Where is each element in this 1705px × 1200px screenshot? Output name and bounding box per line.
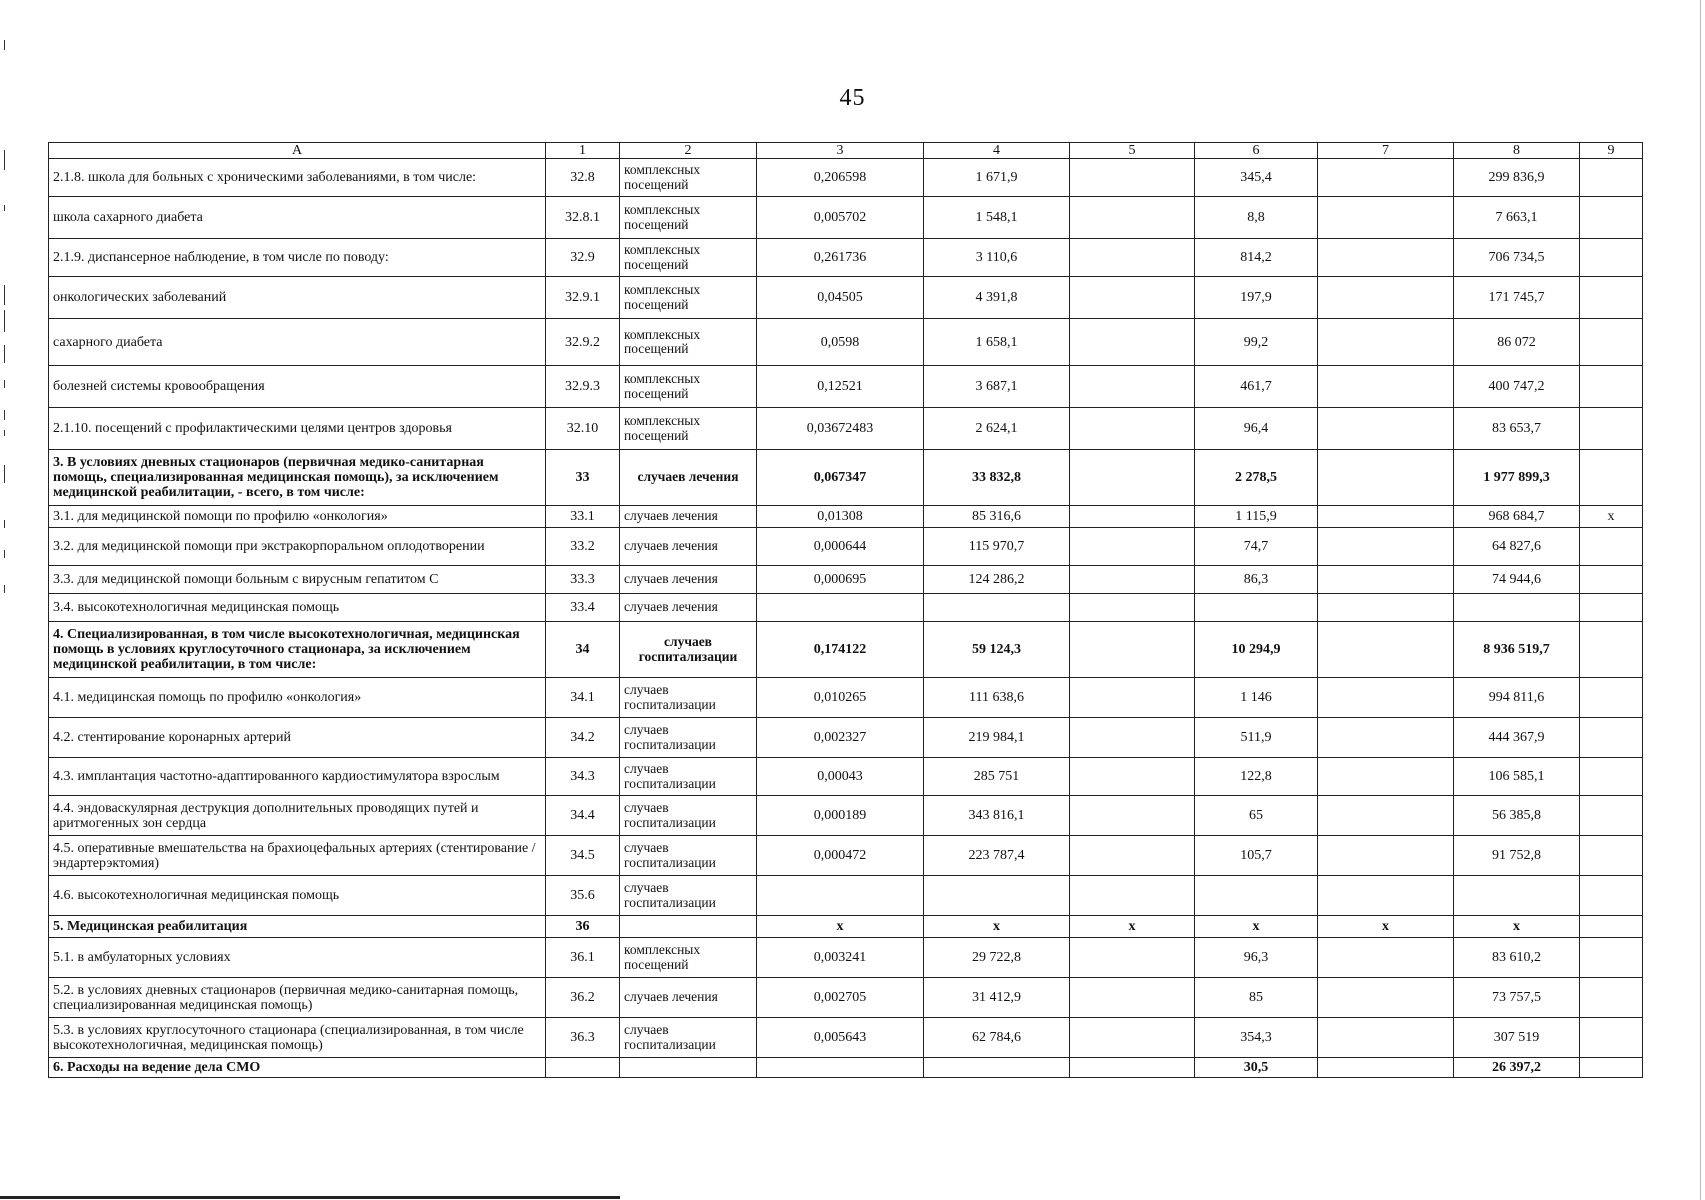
table-row	[49, 1058, 1643, 1078]
cell-col-4: 3 110,6	[924, 239, 1070, 277]
row-label: 3.1. для медицинской помощи по профилю «онкология»	[49, 506, 546, 528]
col-header: 3	[757, 143, 924, 159]
cell-col-6: 354,3	[1195, 1018, 1318, 1058]
row-code: 32.9	[546, 239, 620, 277]
cell-col-6: 10 294,9	[1195, 622, 1318, 678]
cell-col-4: 223 787,4	[924, 836, 1070, 876]
row-unit: случаев лечения	[620, 506, 757, 528]
cell-col-4: 1 658,1	[924, 319, 1070, 366]
cell-col-6: 511,9	[1195, 718, 1318, 758]
cell-col-9	[1580, 758, 1643, 796]
table-row	[49, 159, 1643, 197]
cell-col-5	[1070, 197, 1195, 239]
cell-col-4: 111 638,6	[924, 678, 1070, 718]
cell-col-3: 0,003241	[757, 938, 924, 978]
row-label: школа сахарного диабета	[49, 197, 546, 239]
cell-col-8: 56 385,8	[1454, 796, 1580, 836]
cell-col-6: 96,3	[1195, 938, 1318, 978]
table-row	[49, 718, 1643, 758]
cell-col-5	[1070, 796, 1195, 836]
cell-col-4: 285 751	[924, 758, 1070, 796]
cell-col-7	[1318, 408, 1454, 450]
row-unit: случаев госпитализации	[620, 796, 757, 836]
row-unit: случаев госпитализации	[620, 718, 757, 758]
cell-col-7	[1318, 594, 1454, 622]
table-row	[49, 197, 1643, 239]
cell-col-7	[1318, 197, 1454, 239]
cell-col-7	[1318, 239, 1454, 277]
cell-col-9	[1580, 622, 1643, 678]
cell-col-8: 106 585,1	[1454, 758, 1580, 796]
cell-col-6: 461,7	[1195, 366, 1318, 408]
cell-col-8: 73 757,5	[1454, 978, 1580, 1018]
cell-col-9	[1580, 1058, 1643, 1078]
cell-col-7: x	[1318, 916, 1454, 938]
row-unit: комплексных посещений	[620, 366, 757, 408]
cell-col-8: x	[1454, 916, 1580, 938]
table-row	[49, 506, 1643, 528]
cell-col-9	[1580, 836, 1643, 876]
cell-col-9	[1580, 319, 1643, 366]
cell-col-5	[1070, 528, 1195, 566]
row-unit: случаев госпитализации	[620, 678, 757, 718]
cell-col-7	[1318, 506, 1454, 528]
table-row	[49, 938, 1643, 978]
cell-col-3: 0,174122	[757, 622, 924, 678]
col-header: 5	[1070, 143, 1195, 159]
cell-col-8: 1 977 899,3	[1454, 450, 1580, 506]
cell-col-6: 65	[1195, 796, 1318, 836]
cell-col-7	[1318, 528, 1454, 566]
cell-col-5	[1070, 566, 1195, 594]
row-code: 34.5	[546, 836, 620, 876]
row-label: онкологических заболеваний	[49, 277, 546, 319]
table-row	[49, 366, 1643, 408]
cell-col-8: 7 663,1	[1454, 197, 1580, 239]
row-label: 3.3. для медицинской помощи больным с вирусным гепатитом С	[49, 566, 546, 594]
cell-col-8: 74 944,6	[1454, 566, 1580, 594]
cell-col-6: 96,4	[1195, 408, 1318, 450]
cell-col-6: 345,4	[1195, 159, 1318, 197]
cell-col-8: 83 610,2	[1454, 938, 1580, 978]
cell-col-7	[1318, 1018, 1454, 1058]
table-row	[49, 1018, 1643, 1058]
table-row	[49, 594, 1643, 622]
cell-col-6: 86,3	[1195, 566, 1318, 594]
cell-col-3: 0,261736	[757, 239, 924, 277]
cell-col-6: 814,2	[1195, 239, 1318, 277]
row-code: 36.2	[546, 978, 620, 1018]
row-label: 6. Расходы на ведение дела СМО	[49, 1058, 546, 1078]
page-number: 45	[839, 85, 866, 111]
row-code: 32.10	[546, 408, 620, 450]
table-row	[49, 566, 1643, 594]
table-row	[49, 876, 1643, 916]
cell-col-5	[1070, 239, 1195, 277]
cell-col-9	[1580, 277, 1643, 319]
cell-col-7	[1318, 159, 1454, 197]
cell-col-9	[1580, 566, 1643, 594]
row-code: 36.3	[546, 1018, 620, 1058]
row-label: 5.2. в условиях дневных стационаров (первичная медико-санитарная помощь, специализированная медицинская помощь)	[49, 978, 546, 1018]
cell-col-8: 86 072	[1454, 319, 1580, 366]
cell-col-3: 0,00043	[757, 758, 924, 796]
cell-col-4: 59 124,3	[924, 622, 1070, 678]
cell-col-8: 26 397,2	[1454, 1058, 1580, 1078]
row-unit: комплексных посещений	[620, 159, 757, 197]
cell-col-4	[924, 1058, 1070, 1078]
cell-col-4: 31 412,9	[924, 978, 1070, 1018]
cell-col-3	[757, 1058, 924, 1078]
cell-col-6: 99,2	[1195, 319, 1318, 366]
cell-col-4: 1 671,9	[924, 159, 1070, 197]
cell-col-7	[1318, 796, 1454, 836]
row-label: 2.1.9. диспансерное наблюдение, в том числе по поводу:	[49, 239, 546, 277]
cell-col-9	[1580, 1018, 1643, 1058]
cell-col-3: 0,000695	[757, 566, 924, 594]
scan-margin-marks	[4, 0, 10, 1200]
row-label: 5.3. в условиях круглосуточного стационара (специализированная, в том числе высокотехнологичная, медицинская помощь)	[49, 1018, 546, 1058]
col-header: 9	[1580, 143, 1643, 159]
row-code: 32.8	[546, 159, 620, 197]
cell-col-3: 0,04505	[757, 277, 924, 319]
cell-col-6: 74,7	[1195, 528, 1318, 566]
row-label: болезней системы кровообращения	[49, 366, 546, 408]
cell-col-4: 124 286,2	[924, 566, 1070, 594]
row-label: 5. Медицинская реабилитация	[49, 916, 546, 938]
cell-col-8: 400 747,2	[1454, 366, 1580, 408]
cell-col-8	[1454, 876, 1580, 916]
cell-col-4: 219 984,1	[924, 718, 1070, 758]
row-code: 32.8.1	[546, 197, 620, 239]
row-unit: случаев госпитализации	[620, 758, 757, 796]
row-code: 34.3	[546, 758, 620, 796]
row-unit: случаев госпитализации	[620, 622, 757, 678]
cell-col-7	[1318, 1058, 1454, 1078]
cell-col-3: 0,12521	[757, 366, 924, 408]
cell-col-6	[1195, 594, 1318, 622]
row-label: 5.1. в амбулаторных условиях	[49, 938, 546, 978]
row-code: 33.3	[546, 566, 620, 594]
row-label: 3.2. для медицинской помощи при экстракорпоральном оплодотворении	[49, 528, 546, 566]
cell-col-3: 0,010265	[757, 678, 924, 718]
table-row	[49, 796, 1643, 836]
row-unit: комплексных посещений	[620, 938, 757, 978]
cell-col-9	[1580, 938, 1643, 978]
row-unit: случаев лечения	[620, 528, 757, 566]
cell-col-8: 299 836,9	[1454, 159, 1580, 197]
cell-col-6	[1195, 876, 1318, 916]
table-row	[49, 836, 1643, 876]
col-header: 2	[620, 143, 757, 159]
cell-col-8: 307 519	[1454, 1018, 1580, 1058]
cell-col-3: 0,002327	[757, 718, 924, 758]
row-unit: комплексных посещений	[620, 408, 757, 450]
row-label: сахарного диабета	[49, 319, 546, 366]
cell-col-5	[1070, 366, 1195, 408]
row-label: 4.3. имплантация частотно-адаптированного кардиостимулятора взрослым	[49, 758, 546, 796]
cell-col-9	[1580, 450, 1643, 506]
row-label: 4.4. эндоваскулярная деструкция дополнительных проводящих путей и аритмогенных зон сердца	[49, 796, 546, 836]
cell-col-8: 171 745,7	[1454, 277, 1580, 319]
cell-col-9	[1580, 718, 1643, 758]
cell-col-8: 968 684,7	[1454, 506, 1580, 528]
cell-col-4: 1 548,1	[924, 197, 1070, 239]
cell-col-5	[1070, 450, 1195, 506]
row-unit: комплексных посещений	[620, 319, 757, 366]
cell-col-3: 0,01308	[757, 506, 924, 528]
financing-table	[48, 142, 1643, 1078]
col-header: 7	[1318, 143, 1454, 159]
cell-col-3: 0,000644	[757, 528, 924, 566]
cell-col-8: 444 367,9	[1454, 718, 1580, 758]
cell-col-3: 0,000189	[757, 796, 924, 836]
row-code: 36	[546, 916, 620, 938]
cell-col-5	[1070, 1018, 1195, 1058]
row-unit: случаев лечения	[620, 594, 757, 622]
cell-col-6: 2 278,5	[1195, 450, 1318, 506]
cell-col-7	[1318, 319, 1454, 366]
cell-col-7	[1318, 566, 1454, 594]
cell-col-4	[924, 876, 1070, 916]
row-label: 2.1.8. школа для больных с хроническими заболеваниями, в том числе:	[49, 159, 546, 197]
row-code: 34.2	[546, 718, 620, 758]
cell-col-8	[1454, 594, 1580, 622]
table-row	[49, 622, 1643, 678]
row-label: 4.1. медицинская помощь по профилю «онкология»	[49, 678, 546, 718]
cell-col-5	[1070, 758, 1195, 796]
cell-col-3: 0,002705	[757, 978, 924, 1018]
cell-col-4: 33 832,8	[924, 450, 1070, 506]
cell-col-3: 0,067347	[757, 450, 924, 506]
cell-col-6: x	[1195, 916, 1318, 938]
cell-col-3: 0,206598	[757, 159, 924, 197]
cell-col-9: x	[1580, 506, 1643, 528]
cell-col-9	[1580, 796, 1643, 836]
row-label: 3. В условиях дневных стационаров (первичная медико-санитарная помощь, специализированная медицинская помощь), за исключением медицинской реабилитации, - всего, в том числе:	[49, 450, 546, 506]
cell-col-9	[1580, 528, 1643, 566]
col-header: 1	[546, 143, 620, 159]
cell-col-4: 29 722,8	[924, 938, 1070, 978]
cell-col-8: 83 653,7	[1454, 408, 1580, 450]
table-row	[49, 319, 1643, 366]
col-header: 6	[1195, 143, 1318, 159]
cell-col-5	[1070, 622, 1195, 678]
cell-col-6: 85	[1195, 978, 1318, 1018]
cell-col-3: x	[757, 916, 924, 938]
cell-col-8: 706 734,5	[1454, 239, 1580, 277]
table-row	[49, 239, 1643, 277]
row-label: 4.6. высокотехнологичная медицинская помощь	[49, 876, 546, 916]
table-row	[49, 277, 1643, 319]
row-code: 32.9.2	[546, 319, 620, 366]
cell-col-3: 0,03672483	[757, 408, 924, 450]
row-code: 33.2	[546, 528, 620, 566]
cell-col-3: 0,000472	[757, 836, 924, 876]
table-row	[49, 450, 1643, 506]
cell-col-7	[1318, 758, 1454, 796]
row-unit: случаев лечения	[620, 450, 757, 506]
cell-col-5	[1070, 277, 1195, 319]
cell-col-7	[1318, 622, 1454, 678]
row-unit: случаев лечения	[620, 978, 757, 1018]
row-unit	[620, 1058, 757, 1078]
cell-col-9	[1580, 159, 1643, 197]
cell-col-5	[1070, 506, 1195, 528]
col-header: A	[49, 143, 546, 159]
row-code: 34.1	[546, 678, 620, 718]
row-label: 4.2. стентирование коронарных артерий	[49, 718, 546, 758]
cell-col-9	[1580, 678, 1643, 718]
cell-col-5: x	[1070, 916, 1195, 938]
table-body	[49, 159, 1643, 1078]
cell-col-7	[1318, 978, 1454, 1018]
row-unit: комплексных посещений	[620, 277, 757, 319]
cell-col-5	[1070, 876, 1195, 916]
cell-col-6: 197,9	[1195, 277, 1318, 319]
cell-col-4: 62 784,6	[924, 1018, 1070, 1058]
cell-col-9	[1580, 916, 1643, 938]
footer-rule	[0, 1196, 620, 1199]
cell-col-9	[1580, 876, 1643, 916]
row-unit: комплексных посещений	[620, 239, 757, 277]
column-header-row	[49, 143, 1643, 159]
row-code: 34.4	[546, 796, 620, 836]
cell-col-7	[1318, 836, 1454, 876]
row-code: 33.1	[546, 506, 620, 528]
row-unit: комплексных посещений	[620, 197, 757, 239]
col-header: 4	[924, 143, 1070, 159]
row-code: 36.1	[546, 938, 620, 978]
cell-col-5	[1070, 319, 1195, 366]
cell-col-5	[1070, 836, 1195, 876]
row-code: 33.4	[546, 594, 620, 622]
row-label: 3.4. высокотехнологичная медицинская помощь	[49, 594, 546, 622]
cell-col-4: 3 687,1	[924, 366, 1070, 408]
row-unit: случаев лечения	[620, 566, 757, 594]
cell-col-9	[1580, 594, 1643, 622]
cell-col-5	[1070, 978, 1195, 1018]
cell-col-4: 2 624,1	[924, 408, 1070, 450]
cell-col-9	[1580, 366, 1643, 408]
table-row	[49, 528, 1643, 566]
cell-col-3: 0,005643	[757, 1018, 924, 1058]
row-code: 35.6	[546, 876, 620, 916]
row-unit: случаев госпитализации	[620, 836, 757, 876]
cell-col-5	[1070, 938, 1195, 978]
cell-col-7	[1318, 876, 1454, 916]
cell-col-9	[1580, 197, 1643, 239]
cell-col-4	[924, 594, 1070, 622]
row-code: 34	[546, 622, 620, 678]
cell-col-5	[1070, 408, 1195, 450]
cell-col-5	[1070, 1058, 1195, 1078]
cell-col-9	[1580, 408, 1643, 450]
table-row	[49, 408, 1643, 450]
row-code: 32.9.1	[546, 277, 620, 319]
row-unit: случаев госпитализации	[620, 876, 757, 916]
cell-col-4: 343 816,1	[924, 796, 1070, 836]
row-code: 32.9.3	[546, 366, 620, 408]
row-label: 4.5. оперативные вмешательства на брахиоцефальных артериях (стентирование / эндартерэктомия)	[49, 836, 546, 876]
cell-col-8: 64 827,6	[1454, 528, 1580, 566]
cell-col-7	[1318, 450, 1454, 506]
cell-col-4: 85 316,6	[924, 506, 1070, 528]
cell-col-7	[1318, 718, 1454, 758]
cell-col-7	[1318, 366, 1454, 408]
cell-col-6: 30,5	[1195, 1058, 1318, 1078]
cell-col-8: 91 752,8	[1454, 836, 1580, 876]
scan-edge-line	[1700, 0, 1701, 1200]
cell-col-5	[1070, 594, 1195, 622]
cell-col-3: 0,005702	[757, 197, 924, 239]
cell-col-6: 1 146	[1195, 678, 1318, 718]
cell-col-6: 122,8	[1195, 758, 1318, 796]
cell-col-3: 0,0598	[757, 319, 924, 366]
cell-col-6: 105,7	[1195, 836, 1318, 876]
cell-col-9	[1580, 239, 1643, 277]
cell-col-3	[757, 594, 924, 622]
col-header: 8	[1454, 143, 1580, 159]
cell-col-8: 8 936 519,7	[1454, 622, 1580, 678]
cell-col-7	[1318, 277, 1454, 319]
cell-col-6: 1 115,9	[1195, 506, 1318, 528]
cell-col-7	[1318, 678, 1454, 718]
cell-col-6: 8,8	[1195, 197, 1318, 239]
cell-col-4: x	[924, 916, 1070, 938]
row-code	[546, 1058, 620, 1078]
cell-col-4: 115 970,7	[924, 528, 1070, 566]
table-row	[49, 916, 1643, 938]
cell-col-5	[1070, 678, 1195, 718]
cell-col-7	[1318, 938, 1454, 978]
table-row	[49, 678, 1643, 718]
cell-col-3	[757, 876, 924, 916]
cell-col-9	[1580, 978, 1643, 1018]
cell-col-4: 4 391,8	[924, 277, 1070, 319]
row-unit	[620, 916, 757, 938]
row-unit: случаев госпитализации	[620, 1018, 757, 1058]
row-label: 4. Специализированная, в том числе высокотехнологичная, медицинская помощь в условиях круглосуточного стационара, за исключением медицинской реабилитации, в том числе:	[49, 622, 546, 678]
cell-col-5	[1070, 718, 1195, 758]
row-code: 33	[546, 450, 620, 506]
table-row	[49, 758, 1643, 796]
cell-col-5	[1070, 159, 1195, 197]
cell-col-8: 994 811,6	[1454, 678, 1580, 718]
row-label: 2.1.10. посещений с профилактическими целями центров здоровья	[49, 408, 546, 450]
table-row	[49, 978, 1643, 1018]
